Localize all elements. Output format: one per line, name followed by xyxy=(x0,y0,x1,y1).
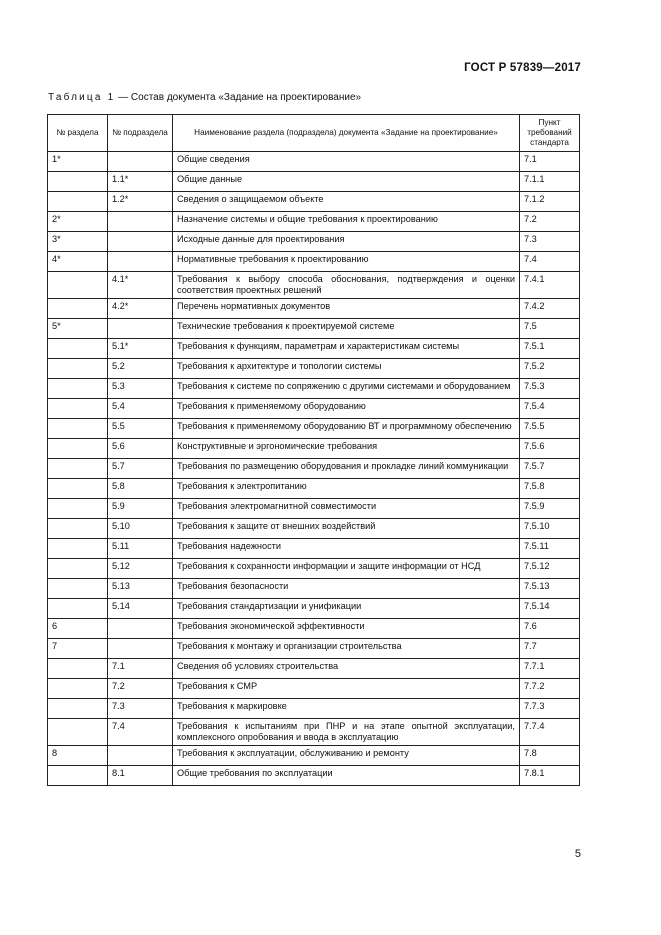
cell-subsection: 5.9 xyxy=(108,499,173,519)
cell-clause: 7.5.10 xyxy=(520,519,580,539)
cell-name: Назначение системы и общие требования к проектированию xyxy=(173,212,520,232)
cell-name: Требования к испытаниям при ПНР и на этапе опытной эксплуатации, комплексного опробования и ввода в эксплуатацию xyxy=(173,719,520,746)
table-row xyxy=(48,539,580,559)
cell-name: Требования к применяемому оборудованию ВТ и программному обеспечению xyxy=(173,419,520,439)
cell-section: 6 xyxy=(48,619,108,639)
table-row xyxy=(48,459,580,479)
cell-section xyxy=(48,519,108,539)
cell-subsection: 7.1 xyxy=(108,659,173,679)
page-number: 5 xyxy=(574,848,581,860)
cell-subsection xyxy=(108,319,173,339)
table-row xyxy=(48,619,580,639)
cell-name: Требования к системе по сопряжению с другими системами и оборудованием xyxy=(173,379,520,399)
cell-section xyxy=(48,359,108,379)
cell-name: Общие сведения xyxy=(173,152,520,172)
cell-name: Общие данные xyxy=(173,172,520,192)
cell-clause: 7.5.5 xyxy=(520,419,580,439)
cell-clause: 7.8.1 xyxy=(520,766,580,786)
table-row xyxy=(48,399,580,419)
table-row xyxy=(48,719,580,746)
cell-clause: 7.2 xyxy=(520,212,580,232)
cell-clause: 7.7.4 xyxy=(520,719,580,746)
table-row xyxy=(48,746,580,766)
cell-subsection: 1.1* xyxy=(108,172,173,192)
cell-name: Требования надежности xyxy=(173,539,520,559)
cell-clause: 7.6 xyxy=(520,619,580,639)
table-body xyxy=(48,152,580,786)
table-row xyxy=(48,519,580,539)
cell-section xyxy=(48,459,108,479)
table-caption xyxy=(48,92,361,103)
cell-clause: 7.5.11 xyxy=(520,539,580,559)
cell-clause: 7.5.1 xyxy=(520,339,580,359)
table-row xyxy=(48,599,580,619)
cell-section xyxy=(48,659,108,679)
table-row xyxy=(48,479,580,499)
cell-name: Конструктивные и эргономические требования xyxy=(173,439,520,459)
table-caption-label: Таблица 1 xyxy=(48,92,116,103)
table-caption-text: — Состав документа «Задание на проектирование» xyxy=(115,92,362,103)
header-name: Наименование раздела (подраздела) документа «Задание на проектирование» xyxy=(173,115,520,152)
cell-subsection xyxy=(108,212,173,232)
table-row xyxy=(48,339,580,359)
table-row xyxy=(48,379,580,399)
cell-name: Требования к электропитанию xyxy=(173,479,520,499)
cell-clause: 7.7.2 xyxy=(520,679,580,699)
cell-section xyxy=(48,559,108,579)
cell-section xyxy=(48,419,108,439)
cell-subsection: 7.2 xyxy=(108,679,173,699)
cell-subsection: 5.2 xyxy=(108,359,173,379)
table-row xyxy=(48,359,580,379)
table-row xyxy=(48,559,580,579)
cell-name: Требования к выбору способа обоснования, подтверждения и оценки соответствия проектных решений xyxy=(173,272,520,299)
cell-clause: 7.5.13 xyxy=(520,579,580,599)
cell-clause: 7.4.2 xyxy=(520,299,580,319)
cell-clause: 7.5.3 xyxy=(520,379,580,399)
table-row xyxy=(48,699,580,719)
cell-name: Требования к архитектуре и топологии системы xyxy=(173,359,520,379)
cell-section xyxy=(48,299,108,319)
cell-subsection xyxy=(108,232,173,252)
cell-section: 3* xyxy=(48,232,108,252)
table-row xyxy=(48,639,580,659)
header-subsection: № подраздела xyxy=(108,115,173,152)
cell-subsection: 5.6 xyxy=(108,439,173,459)
cell-name: Требования к маркировке xyxy=(173,699,520,719)
cell-section xyxy=(48,719,108,746)
cell-clause: 7.8 xyxy=(520,746,580,766)
cell-subsection: 5.4 xyxy=(108,399,173,419)
cell-section xyxy=(48,479,108,499)
cell-name: Требования к монтажу и организации строительства xyxy=(173,639,520,659)
cell-subsection xyxy=(108,619,173,639)
table-row xyxy=(48,766,580,786)
table-row xyxy=(48,272,580,299)
cell-section xyxy=(48,579,108,599)
cell-clause: 7.1 xyxy=(520,152,580,172)
cell-subsection: 5.1* xyxy=(108,339,173,359)
table-row xyxy=(48,192,580,212)
cell-clause: 7.4.1 xyxy=(520,272,580,299)
table-row xyxy=(48,212,580,232)
cell-subsection: 5.3 xyxy=(108,379,173,399)
cell-subsection: 4.2* xyxy=(108,299,173,319)
cell-name: Требования по размещению оборудования и прокладке линий коммуникации xyxy=(173,459,520,479)
cell-subsection: 5.14 xyxy=(108,599,173,619)
table-row xyxy=(48,172,580,192)
cell-name: Требования к защите от внешних воздействий xyxy=(173,519,520,539)
cell-clause: 7.5.14 xyxy=(520,599,580,619)
cell-clause: 7.7 xyxy=(520,639,580,659)
cell-name: Требования к применяемому оборудованию xyxy=(173,399,520,419)
cell-section xyxy=(48,399,108,419)
cell-section xyxy=(48,539,108,559)
cell-section xyxy=(48,499,108,519)
cell-name: Требования к СМР xyxy=(173,679,520,699)
cell-section xyxy=(48,679,108,699)
cell-section xyxy=(48,439,108,459)
cell-clause: 7.5.4 xyxy=(520,399,580,419)
cell-subsection: 5.10 xyxy=(108,519,173,539)
cell-section: 1* xyxy=(48,152,108,172)
cell-name: Технические требования к проектируемой системе xyxy=(173,319,520,339)
cell-clause: 7.5.6 xyxy=(520,439,580,459)
table-row xyxy=(48,252,580,272)
cell-name: Требования к сохранности информации и защите информации от НСД xyxy=(173,559,520,579)
cell-name: Нормативные требования к проектированию xyxy=(173,252,520,272)
cell-section: 8 xyxy=(48,746,108,766)
cell-name: Требования стандартизации и унификации xyxy=(173,599,520,619)
cell-clause: 7.5.7 xyxy=(520,459,580,479)
cell-section xyxy=(48,379,108,399)
cell-section xyxy=(48,192,108,212)
cell-section xyxy=(48,272,108,299)
cell-subsection: 5.13 xyxy=(108,579,173,599)
cell-subsection: 5.7 xyxy=(108,459,173,479)
table-row xyxy=(48,499,580,519)
cell-section xyxy=(48,339,108,359)
cell-name: Требования безопасности xyxy=(173,579,520,599)
cell-subsection: 5.12 xyxy=(108,559,173,579)
cell-name: Требования экономической эффективности xyxy=(173,619,520,639)
cell-name: Исходные данные для проектирования xyxy=(173,232,520,252)
table-row xyxy=(48,152,580,172)
cell-subsection: 7.4 xyxy=(108,719,173,746)
header-section: № раздела xyxy=(48,115,108,152)
cell-clause: 7.4 xyxy=(520,252,580,272)
cell-clause: 7.5.12 xyxy=(520,559,580,579)
header-clause: Пункт требований стандарта xyxy=(520,115,580,152)
cell-section: 7 xyxy=(48,639,108,659)
cell-name: Перечень нормативных документов xyxy=(173,299,520,319)
cell-name: Общие требования по эксплуатации xyxy=(173,766,520,786)
cell-section xyxy=(48,599,108,619)
cell-subsection: 1.2* xyxy=(108,192,173,212)
cell-section: 4* xyxy=(48,252,108,272)
cell-section xyxy=(48,172,108,192)
cell-subsection: 5.11 xyxy=(108,539,173,559)
cell-subsection xyxy=(108,252,173,272)
cell-subsection xyxy=(108,152,173,172)
cell-subsection: 7.3 xyxy=(108,699,173,719)
table-row xyxy=(48,319,580,339)
cell-clause: 7.5 xyxy=(520,319,580,339)
cell-subsection: 5.8 xyxy=(108,479,173,499)
cell-clause: 7.5.2 xyxy=(520,359,580,379)
cell-clause: 7.5.8 xyxy=(520,479,580,499)
table-row xyxy=(48,679,580,699)
table-row xyxy=(48,659,580,679)
cell-subsection xyxy=(108,639,173,659)
cell-subsection: 4.1* xyxy=(108,272,173,299)
cell-clause: 7.5.9 xyxy=(520,499,580,519)
cell-section: 5* xyxy=(48,319,108,339)
cell-name: Сведения о защищаемом объекте xyxy=(173,192,520,212)
cell-clause: 7.7.3 xyxy=(520,699,580,719)
cell-section: 2* xyxy=(48,212,108,232)
table-header-row xyxy=(48,115,580,152)
cell-section xyxy=(48,766,108,786)
cell-subsection: 8.1 xyxy=(108,766,173,786)
table-row xyxy=(48,299,580,319)
cell-clause: 7.1.2 xyxy=(520,192,580,212)
cell-name: Требования к функциям, параметрам и характеристикам системы xyxy=(173,339,520,359)
table-row xyxy=(48,232,580,252)
cell-clause: 7.7.1 xyxy=(520,659,580,679)
cell-clause: 7.3 xyxy=(520,232,580,252)
table-row xyxy=(48,579,580,599)
cell-subsection xyxy=(108,746,173,766)
table-row xyxy=(48,419,580,439)
cell-name: Требования электромагнитной совместимости xyxy=(173,499,520,519)
standard-designation: ГОСТ Р 57839—2017 xyxy=(464,62,581,74)
cell-name: Сведения об условиях строительства xyxy=(173,659,520,679)
cell-clause: 7.1.1 xyxy=(520,172,580,192)
document-composition-table xyxy=(47,114,580,786)
cell-section xyxy=(48,699,108,719)
cell-name: Требования к эксплуатации, обслуживанию и ремонту xyxy=(173,746,520,766)
table-row xyxy=(48,439,580,459)
cell-subsection: 5.5 xyxy=(108,419,173,439)
